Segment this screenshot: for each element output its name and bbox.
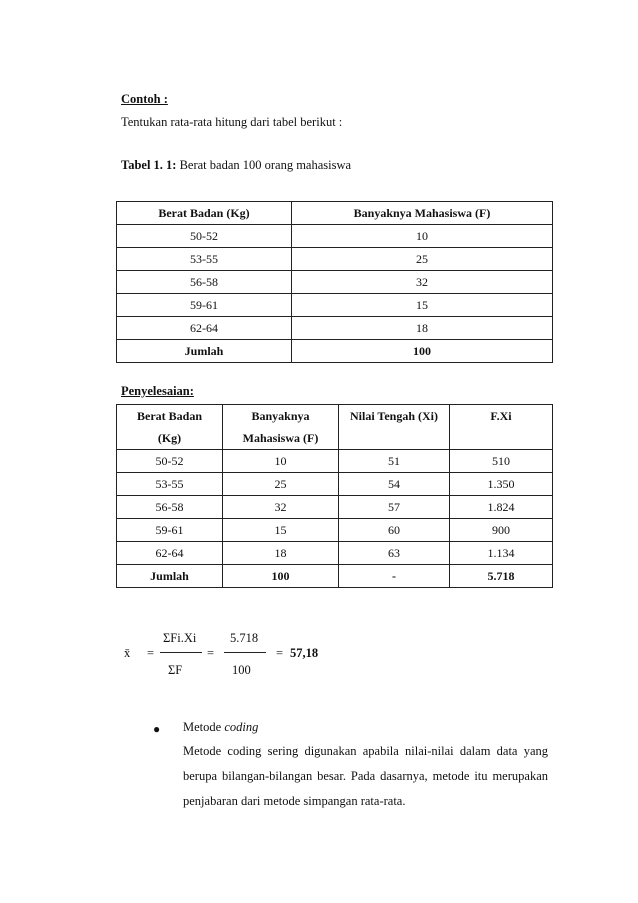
table-row: [117, 225, 553, 248]
table-row: [117, 248, 553, 271]
mean-symbol: x̄: [124, 646, 131, 660]
table2-header: F.Xi: [450, 405, 553, 450]
cell: 60: [339, 519, 450, 542]
header-line: Berat Badan: [136, 409, 202, 423]
cell: 18: [292, 317, 553, 340]
numerator: ΣFi.Xi: [163, 631, 197, 645]
table1-caption: [121, 158, 351, 173]
cell: 50-52: [117, 450, 223, 473]
bullet-label: [183, 720, 258, 735]
total-row: [117, 340, 553, 363]
cell: 510: [450, 450, 553, 473]
cell: 25: [292, 248, 553, 271]
table-row: [117, 473, 553, 496]
header-line: (Kg): [157, 431, 182, 445]
table1-caption-text: Berat badan 100 orang mahasiswa: [176, 158, 352, 172]
cell: Jumlah: [117, 340, 292, 363]
table-row: [117, 271, 553, 294]
header-line: Mahasiswa (F): [242, 431, 319, 445]
table1-header: Berat Badan (Kg): [117, 202, 292, 225]
numerator: 5.718: [230, 631, 259, 645]
bullet-label-prefix: Metode: [183, 720, 225, 734]
heading: Contoh :: [121, 92, 168, 106]
cell: 32: [292, 271, 553, 294]
paragraph-line: penjabaran dari metode simpangan rata-rata.: [183, 794, 406, 808]
denominator: ΣF: [168, 663, 183, 677]
cell: 54: [339, 473, 450, 496]
total-row: [117, 565, 553, 588]
cell: 900: [450, 519, 553, 542]
cell: 50-52: [117, 225, 292, 248]
cell: 59-61: [117, 294, 292, 317]
cell: Jumlah: [117, 565, 223, 588]
weight-table: [116, 201, 553, 363]
bullet-label-italic: coding: [224, 720, 259, 734]
cell: 62-64: [117, 317, 292, 340]
table-row: [117, 294, 553, 317]
result: 57,18: [290, 646, 319, 660]
equals-sign: =: [147, 646, 155, 660]
table2-header: Nilai Tengah (Xi): [339, 405, 450, 450]
cell: 100: [292, 340, 553, 363]
fraction-bar: [160, 652, 202, 653]
cell: 51: [339, 450, 450, 473]
cell: 32: [223, 496, 339, 519]
paragraph-line: berupa bilangan-bilangan besar. Pada dasarnya, metode itu merupakan: [183, 769, 548, 783]
fraction-bar: [224, 652, 266, 653]
cell: 1.134: [450, 542, 553, 565]
intro-text: Tentukan rata-rata hitung dari tabel berikut :: [121, 115, 343, 129]
cell: 56-58: [117, 496, 223, 519]
bullet-paragraph: [183, 739, 548, 814]
cell: 53-55: [117, 248, 292, 271]
table-row: [117, 542, 553, 565]
cell: -: [339, 565, 450, 588]
table-row: [117, 519, 553, 542]
table1-header: Banyaknya Mahasiswa (F): [292, 202, 553, 225]
cell: 18: [223, 542, 339, 565]
paragraph-line: Metode coding sering digunakan apabila nilai-nilai dalam data yang: [183, 744, 548, 758]
table1-caption-label: Tabel 1. 1:: [121, 158, 177, 172]
cell: 53-55: [117, 473, 223, 496]
table2-header: [223, 405, 339, 450]
cell: 5.718: [450, 565, 553, 588]
cell: 10: [223, 450, 339, 473]
cell: 62-64: [117, 542, 223, 565]
cell: 63: [339, 542, 450, 565]
solution-table: [116, 404, 553, 588]
table-row: [117, 317, 553, 340]
cell: 15: [223, 519, 339, 542]
cell: 25: [223, 473, 339, 496]
cell: 1.350: [450, 473, 553, 496]
table-row: [117, 496, 553, 519]
table2-header: [117, 405, 223, 450]
header-line: Banyaknya: [251, 409, 310, 423]
equals-sign: =: [207, 646, 215, 660]
table-row: [117, 450, 553, 473]
equals-sign: =: [276, 646, 284, 660]
bullet-icon: ●: [153, 722, 161, 736]
cell: 10: [292, 225, 553, 248]
denominator: 100: [232, 663, 251, 677]
cell: 100: [223, 565, 339, 588]
cell: 1.824: [450, 496, 553, 519]
cell: 56-58: [117, 271, 292, 294]
cell: 57: [339, 496, 450, 519]
solution-label: Penyelesaian:: [121, 384, 194, 398]
cell: 15: [292, 294, 553, 317]
cell: 59-61: [117, 519, 223, 542]
